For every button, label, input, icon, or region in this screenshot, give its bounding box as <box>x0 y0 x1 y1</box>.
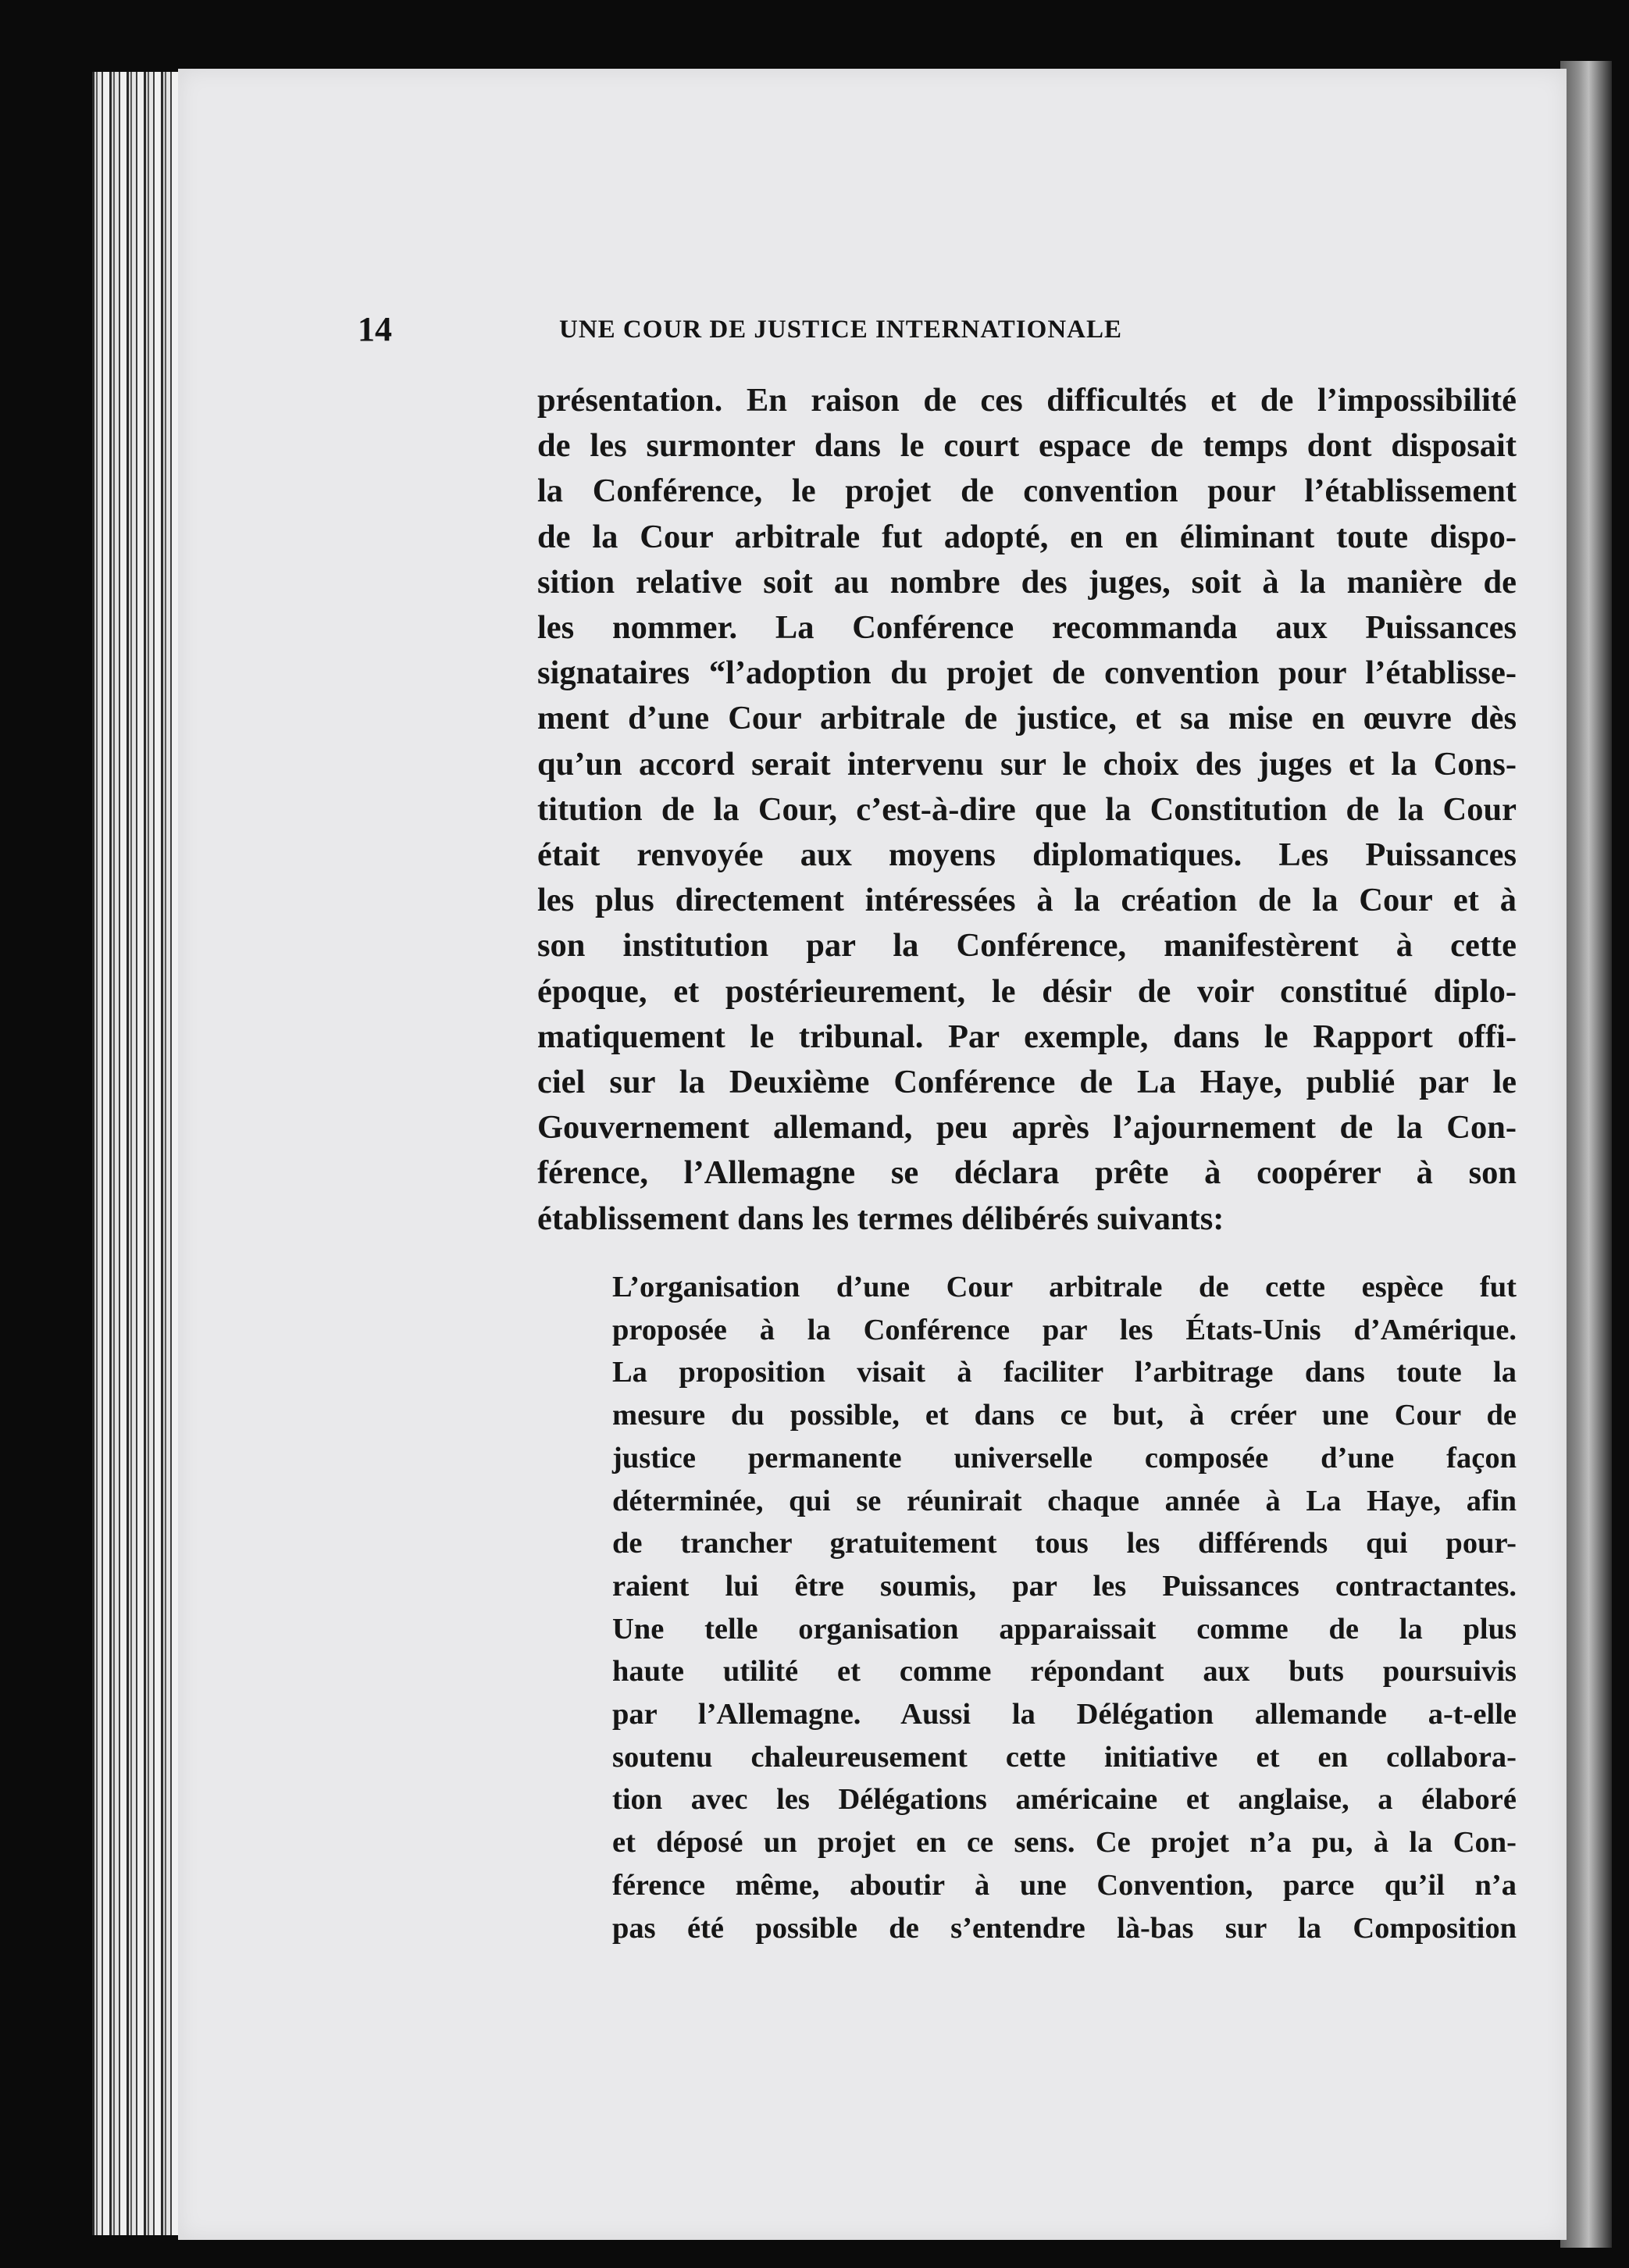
quote-line: L’organisation d’une Cour arbitrale de cette espèce fut <box>612 1271 1517 1303</box>
text-line: titution de la Cour, c’est-à-dire que la Constitution de la Cour <box>537 790 1517 828</box>
text-line: la Conférence, le projet de convention pour l’établissement <box>537 472 1517 510</box>
text-line: les plus directement intéressées à la création de la Cour et à <box>537 882 1517 919</box>
text-line: sition relative soit au nombre des juges, soit à la manière de <box>537 563 1517 601</box>
text-line: de la Cour arbitrale fut adopté, en en éliminant toute dispo- <box>537 518 1517 555</box>
text-line: son institution par la Conférence, manifestèrent à cette <box>537 927 1517 965</box>
main-paragraph <box>537 378 1517 1242</box>
text-line: matiquement le tribunal. Par exemple, dans le Rapport offi- <box>537 1018 1517 1055</box>
text-line: de les surmonter dans le court espace de temps dont disposait <box>537 427 1517 465</box>
quote-line: justice permanente universelle composée d’une façon <box>612 1441 1517 1475</box>
quote-line: La proposition visait à faciliter l’arbitrage dans toute la <box>612 1356 1517 1389</box>
block-quote <box>612 1266 1517 1949</box>
text-line: ment d’une Cour arbitrale de justice, et sa mise en œuvre dès <box>537 700 1517 737</box>
quote-line: Une telle organisation apparaissait comme de la plus <box>612 1612 1517 1646</box>
text-line: férence, l’Allemagne se déclara prête à coopérer à son <box>537 1154 1517 1192</box>
quote-line: de trancher gratuitement tous les différends qui pour- <box>612 1527 1517 1560</box>
quote-line: proposée à la Conférence par les États-Unis d’Amérique. <box>612 1313 1517 1346</box>
text-line: présentation. En raison de ces difficultés et de l’impossibilité <box>537 382 1517 419</box>
quote-line: haute utilité et comme répondant aux buts poursuivis <box>612 1655 1517 1689</box>
text-line: qu’un accord serait intervenu sur le choix des juges et la Cons- <box>537 745 1517 783</box>
page-header <box>358 309 1295 356</box>
quote-line: férence même, aboutir à une Convention, parce qu’il n’a <box>612 1868 1517 1902</box>
quote-line: pas été possible de s’entendre là-bas sur la Composition <box>612 1911 1517 1945</box>
text-line: époque, et postérieurement, le désir de voir constitué diplo- <box>537 972 1517 1010</box>
text-line: signataires “l’adoption du projet de convention pour l’établisse- <box>537 654 1517 692</box>
text-line: ciel sur la Deuxième Conférence de La Haye, publié par le <box>537 1064 1517 1101</box>
text-line: était renvoyée aux moyens diplomatiques. Les Puissances <box>537 836 1517 874</box>
text-line: les nommer. La Conférence recommanda aux Puissances <box>537 609 1517 647</box>
quote-line: soutenu chaleureusement cette initiative et en collabora- <box>612 1740 1517 1774</box>
binding-edge <box>1560 61 1612 2248</box>
quote-line: par l’Allemagne. Aussi la Délégation allemande a-t-elle <box>612 1698 1517 1731</box>
page-number: 14 <box>358 310 392 348</box>
quote-line: et déposé un projet en ce sens. Ce projet n’a pu, à la Con- <box>612 1826 1517 1860</box>
quote-line: tion avec les Délégations américaine et anglaise, a élaboré <box>612 1783 1517 1817</box>
quote-line: mesure du possible, et dans ce but, à créer une Cour de <box>612 1399 1517 1432</box>
quote-line: raient lui être soumis, par les Puissances contractantes. <box>612 1569 1517 1603</box>
text-line: établissement dans les termes délibérés suivants: <box>537 1200 1224 1237</box>
running-title: UNE COUR DE JUSTICE INTERNATIONALE <box>559 316 1123 344</box>
text-line: Gouvernement allemand, peu après l’ajournement de la Con- <box>537 1109 1517 1146</box>
quote-line: déterminée, qui se réunirait chaque année à La Haye, afin <box>612 1484 1517 1517</box>
